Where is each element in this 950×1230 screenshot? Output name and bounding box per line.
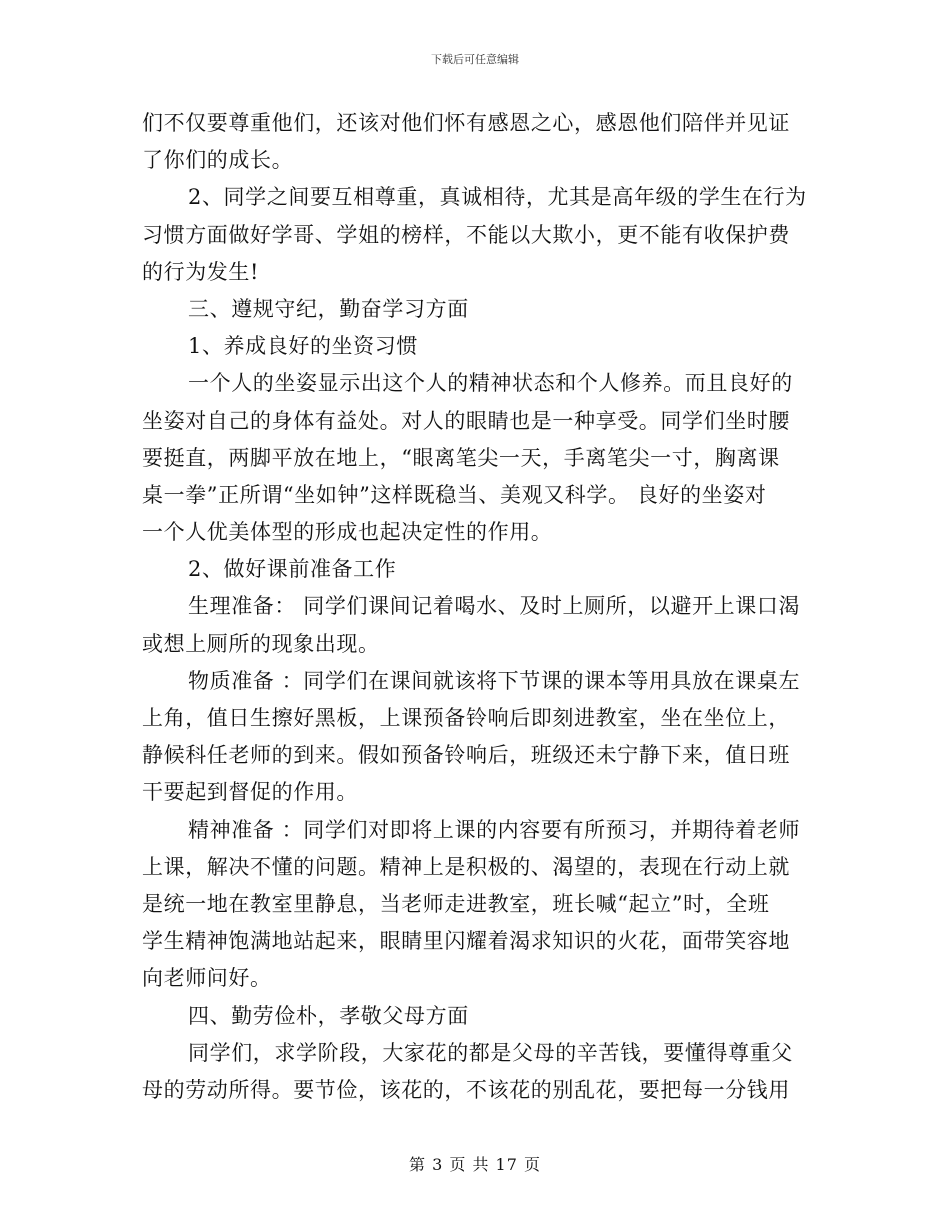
text-line: 一个人的坐姿显示出这个人的精神状态和个人修养。而且良好的 [188,371,793,396]
text-line: 母的劳动所得。要节俭，该花的，不该花的别乱花，要把每一分钱用 [142,1077,790,1102]
text-line: 学生精神饱满地站起来，眼睛里闪耀着渴求知识的火花，面带笑容地 [142,929,790,954]
text-line: 精神准备 ：同学们对即将上课的内容要有所预习，并期待着老师 [188,817,801,842]
text-line: 坐姿对自己的身体有益处。对人的眼睛也是一种享受。同学们坐时腰 [142,408,790,433]
text-line: 2、同学之间要互相尊重，真诚相待，尤其是高年级的学生在行为 [188,185,807,210]
page-footer: 第 3 页 共 17 页 [409,1155,541,1174]
text-line: 的行为发生! [142,259,260,284]
text-line: 一个人优美体型的形成也起决定性的作用。 [142,520,553,545]
subsection-heading: 2、做好课前准备工作 [188,557,397,582]
text-line: 了你们的成长。 [142,148,294,173]
text-line: 静候科任老师的到来。假如预备铃响后，班级还未宁静下来，值日班 [142,743,790,768]
text-line: 要挺直，两脚平放在地上，“眼离笔尖一天，手离笔尖一寸，胸离课 [142,445,780,470]
page-header: 下载后可任意编辑 [431,53,519,66]
text-line: 或想上厕所的现象出现。 [142,631,380,656]
section-heading: 三、遵规守纪，勤奋学习方面 [188,296,469,321]
text-line: 桌一拳”正所谓“坐如钟”这样既稳当、美观又科学。 良好的坐姿对 [142,482,767,507]
text-line: 同学们，求学阶段，大家花的都是父母的辛苦钱，要懂得尊重父 [188,1040,793,1065]
document-body [142,105,818,1109]
text-line: 习惯方面做好学哥、学姐的榜样，不能以大欺小，更不能有收保护费 [142,222,790,247]
text-line: 上课，解决不懂的问题。精神上是积极的、渴望的，表现在行动上就 [142,854,790,879]
subsection-heading: 1、养成良好的坐资习惯 [188,334,418,359]
text-line: 是统一地在教室里静息，当老师走进教室，班长喊“起立”时，全班 [142,891,770,916]
section-heading: 四、勤劳俭朴，孝敬父母方面 [188,1003,469,1028]
text-line: 上角，值日生擦好黑板，上课预备铃响后即刻进教室，坐在坐位上， [142,706,790,730]
text-line: 生理准备： 同学们课间记着喝水、及时上厕所，以避开上课口渴 [188,594,801,619]
text-line: 向老师问好。 [142,966,272,991]
text-line: 干要起到督促的作用。 [142,780,358,805]
text-line: 物质准备 ：同学们在课间就该将下节课的课本等用具放在课桌左 [188,668,801,693]
text-line: 们不仅要尊重他们，还该对他们怀有感恩之心，感恩他们陪伴并见证 [142,111,790,135]
